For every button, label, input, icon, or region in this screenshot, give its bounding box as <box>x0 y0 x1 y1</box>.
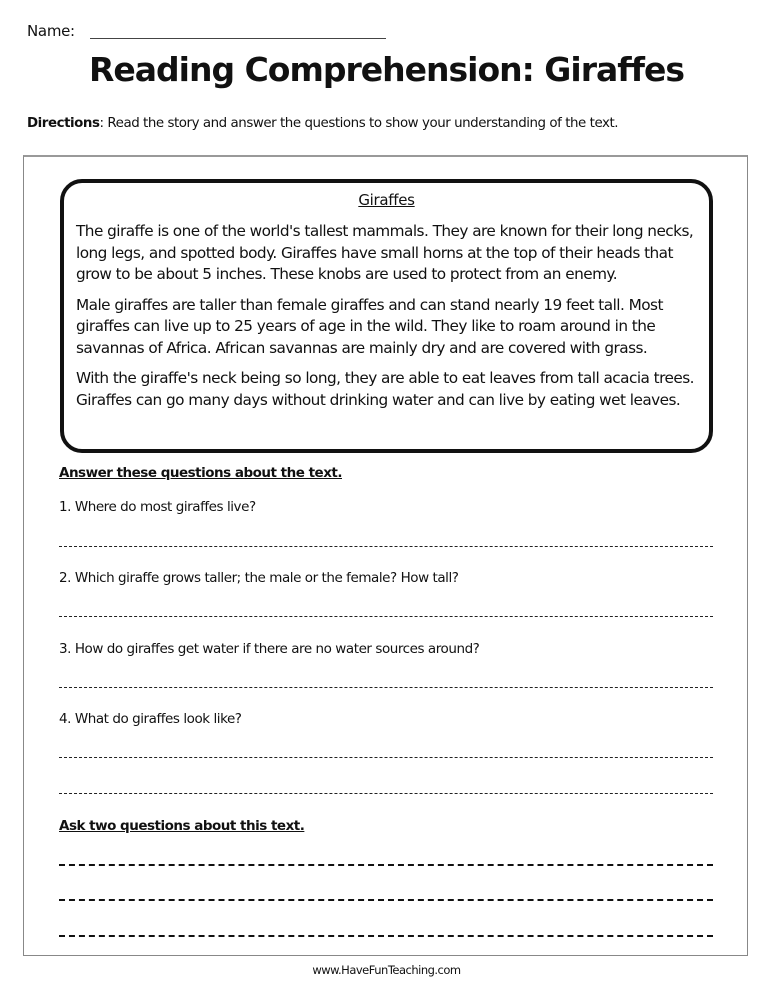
footer-website: www.HaveFunTeaching.com <box>312 963 461 977</box>
answer-line-4a[interactable] <box>59 757 713 758</box>
answer-line-1[interactable] <box>59 546 713 547</box>
question-2: 2. Which giraffe grows taller; the male or the female? How tall? <box>59 570 459 586</box>
page-title: Reading Comprehension: Giraffes <box>88 50 684 89</box>
question-4: 4. What do giraffes look like? <box>59 711 242 727</box>
question-3: 3. How do giraffes get water if there are no water sources around? <box>59 641 480 657</box>
story-paragraph-3: With the giraffe's neck being so long, they are able to eat leaves from tall acacia trees. Giraffes can go many days without drinking water and can live by eating wet leaves. <box>76 369 694 409</box>
ask-line-3[interactable] <box>59 935 713 937</box>
name-field-line[interactable] <box>90 38 386 39</box>
ask-questions-heading: Ask two questions about this text. <box>59 818 305 834</box>
name-label: Name: <box>27 22 75 40</box>
directions-label: Directions <box>27 116 100 131</box>
story-box <box>60 179 713 453</box>
ask-line-2[interactable] <box>59 899 713 901</box>
answer-line-2[interactable] <box>59 616 713 617</box>
question-1: 1. Where do most giraffes live? <box>59 499 256 515</box>
answer-line-4b[interactable] <box>59 793 713 794</box>
answer-line-3[interactable] <box>59 687 713 688</box>
ask-line-1[interactable] <box>59 864 713 866</box>
story-title: Giraffes <box>358 191 415 209</box>
directions-text: : Read the story and answer the questions to show your understanding of the text. <box>99 116 619 131</box>
story-paragraph-1: The giraffe is one of the world's tallest mammals. They are known for their long necks, long legs, and spotted body. Giraffes have small horns at the top of their heads that grow to be about 5 inches. These knobs are used to protect from an enemy. <box>76 222 694 283</box>
questions-heading: Answer these questions about the text. <box>59 465 342 481</box>
directions <box>27 116 618 131</box>
story-paragraph-2: Male giraffes are taller than female giraffes and can stand nearly 19 feet tall. Most giraffes can live up to 25 years of age in the wild. They like to roam around in the savannas of Africa. African savannas are mainly dry and are covered with grass. <box>76 295 663 357</box>
